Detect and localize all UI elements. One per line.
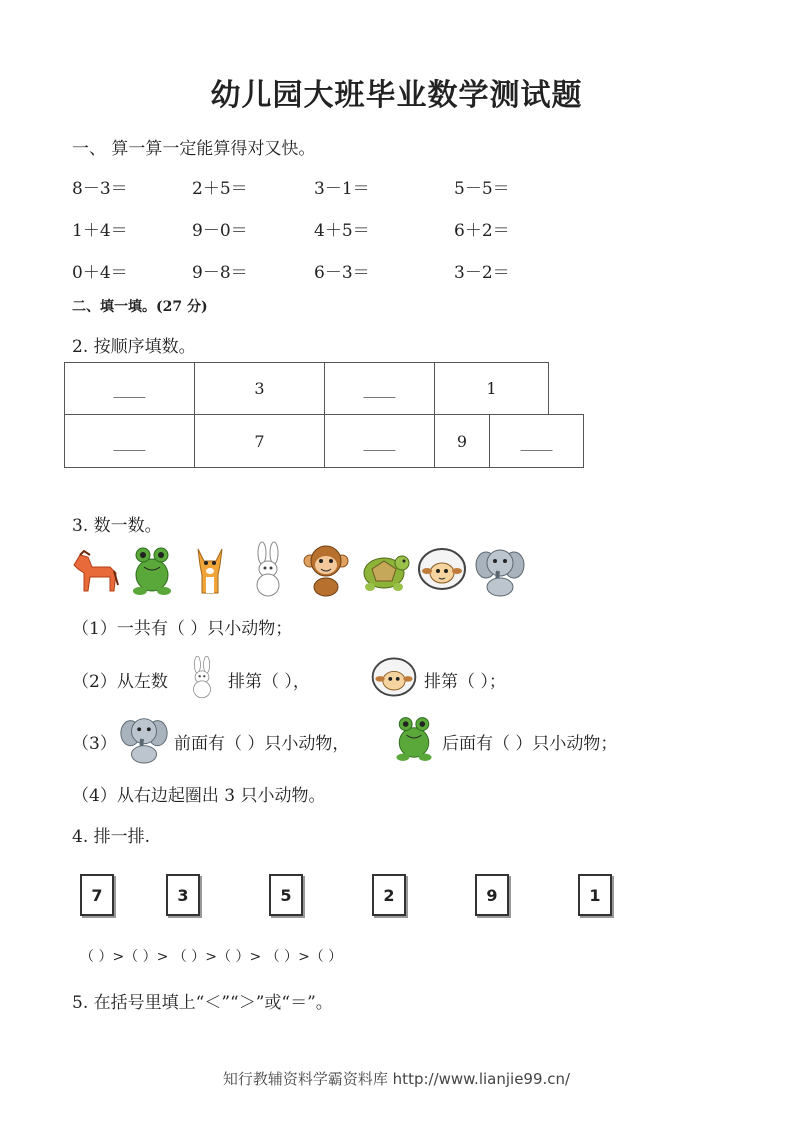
q3-part3-prefix: （3）	[72, 734, 117, 754]
number-card: 2	[372, 874, 406, 916]
q3-part2-prefix: （2）从左数	[72, 672, 168, 692]
equation: 0＋4＝	[72, 263, 128, 283]
sequence-cell[interactable]: ____	[64, 362, 195, 415]
q3-part1: （1）一共有（ ）只小动物；	[72, 619, 293, 639]
horse-icon[interactable]	[68, 541, 120, 597]
equation: 9－8＝	[192, 263, 248, 283]
q2-label: 2. 按顺序填数。	[72, 337, 196, 357]
number-card: 5	[269, 874, 303, 916]
equation: 8－3＝	[72, 179, 128, 199]
q3-part2-middle: 排第（ ），	[228, 672, 310, 692]
sequence-cell: 1	[434, 362, 549, 415]
sequence-cell: 3	[194, 362, 325, 415]
equation: 3－2＝	[454, 263, 510, 283]
equation: 2＋5＝	[192, 179, 248, 199]
sheep-icon	[366, 651, 422, 707]
equation: 9－0＝	[192, 221, 248, 241]
section1-heading: 一、 算一算一定能算得对又快。	[72, 139, 316, 159]
sequence-cell: 7	[194, 414, 325, 468]
sequence-cell[interactable]: ____	[324, 414, 435, 468]
q5-label: 5. 在括号里填上“＜”“＞”或“＝”。	[72, 993, 333, 1013]
sequence-cell[interactable]: ____	[324, 362, 435, 415]
rabbit-icon[interactable]	[242, 541, 294, 597]
equation: 6－3＝	[314, 263, 370, 283]
dog-icon[interactable]	[184, 541, 236, 597]
sequence-cell: 9	[434, 414, 490, 468]
q3-part3-middle: 前面有（ ）只小动物，	[174, 734, 350, 754]
order-answer-row[interactable]: （ ）>（ ）> （ ）>（ ）> （ ）>（ ）	[80, 949, 343, 965]
sequence-cell[interactable]: ____	[64, 414, 195, 468]
sheep-icon[interactable]	[416, 541, 468, 597]
elephant-icon	[116, 710, 172, 768]
elephant-icon[interactable]	[474, 541, 526, 597]
page-title: 幼儿园大班毕业数学测试题	[210, 78, 583, 113]
number-card: 7	[80, 874, 114, 916]
frog-icon[interactable]	[126, 541, 178, 597]
animal-row	[68, 541, 526, 597]
equation: 1＋4＝	[72, 221, 128, 241]
equation: 6＋2＝	[454, 221, 510, 241]
equation: 5－5＝	[454, 179, 510, 199]
section2-heading: 二、填一填。(27 分)	[72, 299, 208, 315]
number-card: 3	[166, 874, 200, 916]
q3-label: 3. 数一数。	[72, 516, 162, 536]
monkey-icon[interactable]	[300, 541, 352, 597]
equation: 4＋5＝	[314, 221, 370, 241]
turtle-icon[interactable]	[358, 541, 410, 597]
sequence-cell[interactable]: ____	[489, 414, 584, 468]
footer-watermark: 知行教辅资料学霸资料库 http://www.lianjie99.cn/	[222, 1070, 571, 1088]
q3-part2-suffix: 排第（ ）；	[424, 672, 506, 692]
q3-part3-suffix: 后面有（ ）只小动物；	[442, 734, 618, 754]
q4-label: 4. 排一排.	[72, 827, 151, 847]
q3-part4: （4）从右边起圈出 3 只小动物。	[72, 786, 326, 806]
equation: 3－1＝	[314, 179, 370, 199]
rabbit-icon	[182, 649, 222, 709]
frog-icon	[390, 708, 438, 770]
number-card: 1	[578, 874, 612, 916]
number-card: 9	[475, 874, 509, 916]
